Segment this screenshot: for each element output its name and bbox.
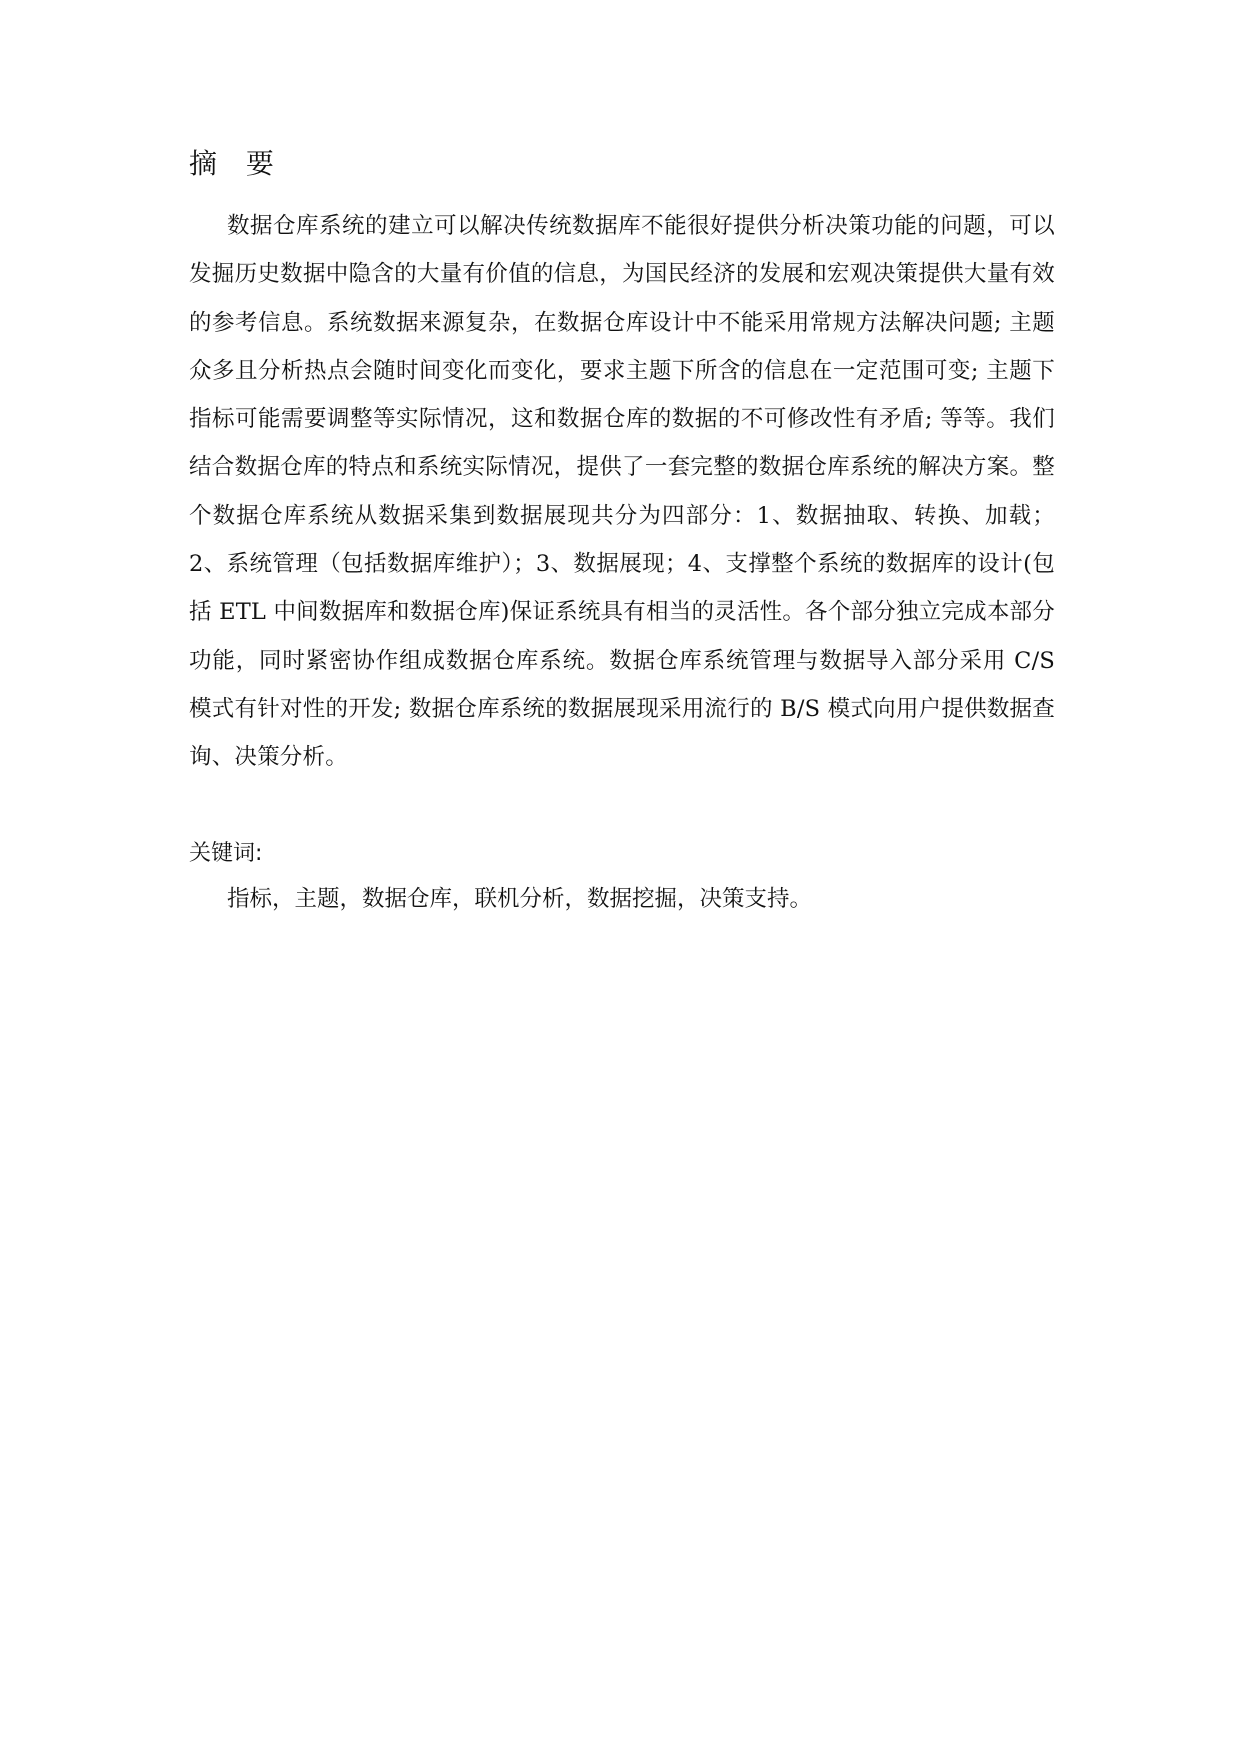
abstract-heading: 摘 要 [189,147,284,180]
keywords-label: 关键词: [189,840,263,866]
keywords-list: 指标，主题，数据仓库，联机分析，数据挖掘，决策支持。 [227,885,813,912]
abstract-section [189,140,1055,920]
abstract-body: 数据仓库系统的建立可以解决传统数据库不能很好提供分析决策功能的问题，可以发掘历史数据中隐含的大量有价值的信息，为国民经济的发展和宏观决策提供大量有效的参考信息。系统数据来源复杂，在数据仓库设计中不能采用常规方法解决问题; 主题众多且分析热点会随时间变化而变化，要求主题下所含的信息在一定范围可变; 主题下指标可能需要调整等实际情况，这和数据仓库的数据的不可修改性有矛盾; 等等。我们结合数据仓库的特点和系统实际情况，提供了一套完整的数据仓库系统的解决方案。整个数据仓库系统从数据采集到数据展现共分为四部分：1、数据抽取、转换、加载；2、系统管理（包括数据库维护）；3、数据展现；4、支撑整个系统的数据库的设计(包括 ETL 中间数据库和数据仓库)保证系统具有相当的灵活性。各个部分独立完成本部分功能，同时紧密协作组成数据仓库系统。数据仓库系统管理与数据导入部分采用 C/S 模式有针对性的开发; 数据仓库系统的数据展现采用流行的 B/S 模式向用户提供数据查询、决策分析。 [189,213,1055,771]
